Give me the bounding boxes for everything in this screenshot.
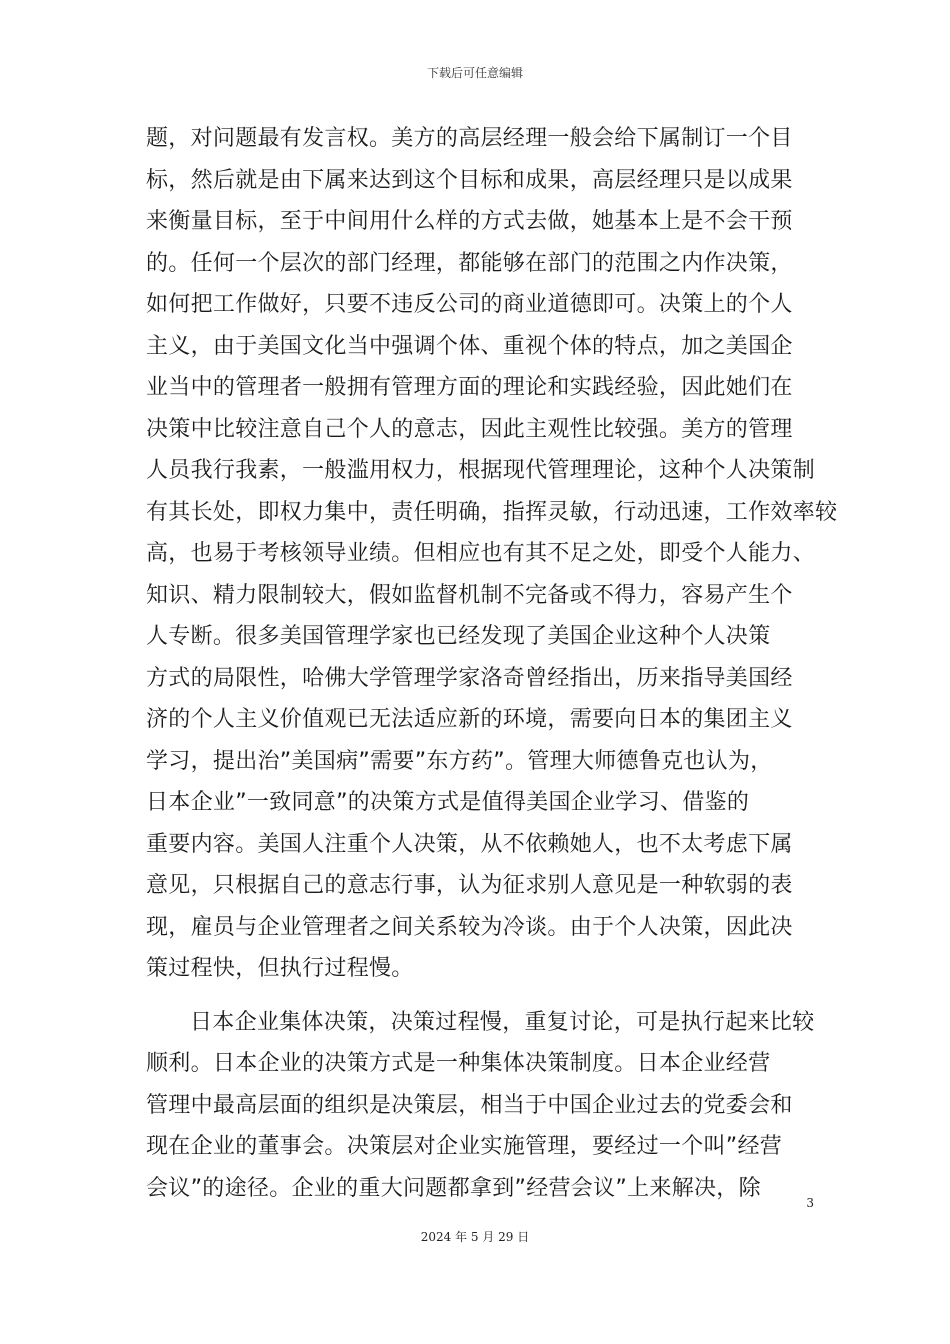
text-line: 日本企业集体决策，决策过程慢，重复讨论，可是执行起来比较 xyxy=(190,1009,815,1035)
paragraph-spacer xyxy=(146,990,816,1002)
page-header: 下载后可任意编辑 xyxy=(426,66,523,80)
page-footer-date: 2024 年 5 月 29 日 xyxy=(420,1230,530,1244)
text-line: 现在企业的董事会。决策层对企业实施管理，要经过一个叫”经营 xyxy=(146,1134,783,1159)
text-line: 如何把工作做好，只要不违反公司的商业道德即可。决策上的个人 xyxy=(146,292,793,317)
text-line: 日本企业”一致同意”的决策方式是值得美国企业学习、借鉴的 xyxy=(146,790,750,815)
text-line: 题，对问题最有发言权。美方的高层经理一般会给下属制订一个目 xyxy=(146,126,793,151)
text-line: 决策中比较注意自己个人的意志，因此主观性比较强。美方的管理 xyxy=(146,416,793,442)
text-line: 方式的局限性，哈佛大学管理学家洛奇曾经指出，历来指导美国经 xyxy=(146,665,793,691)
text-line: 济的个人主义价值观已无法适应新的环境，需要向日本的集团主义 xyxy=(146,707,793,732)
text-line: 业当中的管理者一般拥有管理方面的理论和实践经验，因此她们在 xyxy=(146,375,793,400)
text-line: 顺利。日本企业的决策方式是一种集体决策制度。日本企业经营 xyxy=(146,1051,771,1076)
text-line: 人专断。很多美国管理学家也已经发现了美国企业这种个人决策 xyxy=(146,624,771,649)
text-line: 学习，提出治”美国病”需要”东方药”。管理大师德鲁克也认为， xyxy=(146,748,773,774)
text-line: 的。任何一个层次的部门经理，都能够在部门的范围之内作决策， xyxy=(146,250,793,276)
paragraph-2 xyxy=(146,1002,816,1210)
document-body xyxy=(146,118,838,1209)
text-line: 主义，由于美国文化当中强调个体、重视个体的特点，加之美国企 xyxy=(146,333,793,359)
text-line: 有其长处，即权力集中，责任明确，指挥灵敏，行动迅速，工作效率较 xyxy=(146,499,838,525)
text-line: 高，也易于考核领导业绩。但相应也有其不足之处，即受个人能力、 xyxy=(146,541,816,566)
text-line: 知识、精力限制较大，假如监督机制不完备或不得力，容易产生个 xyxy=(146,582,793,608)
page-number: 3 xyxy=(806,1196,814,1210)
text-line: 重要内容。美国人注重个人决策，从不依赖她人，也不太考虑下属 xyxy=(146,831,793,857)
text-line: 标，然后就是由下属来达到这个目标和成果，高层经理只是以成果 xyxy=(146,167,793,193)
text-line: 人员我行我素，一般滥用权力，根据现代管理理论，这种个人决策制 xyxy=(146,458,816,483)
text-line: 会议”的途径。企业的重大问题都拿到”经营会议”上来解决，除 xyxy=(146,1175,761,1201)
paragraph-1 xyxy=(146,118,838,990)
text-line: 来衡量目标，至于中间用什么样的方式去做，她基本上是不会干预 xyxy=(146,209,793,234)
text-line: 意见，只根据自己的意志行事，认为征求别人意见是一种软弱的表 xyxy=(146,873,793,898)
text-line: 管理中最高层面的组织是决策层，相当于中国企业过去的党委会和 xyxy=(146,1092,793,1118)
text-line: 策过程快，但执行过程慢。 xyxy=(146,956,414,981)
text-line: 现，雇员与企业管理者之间关系较为冷谈。由于个人决策，因此决 xyxy=(146,914,793,940)
